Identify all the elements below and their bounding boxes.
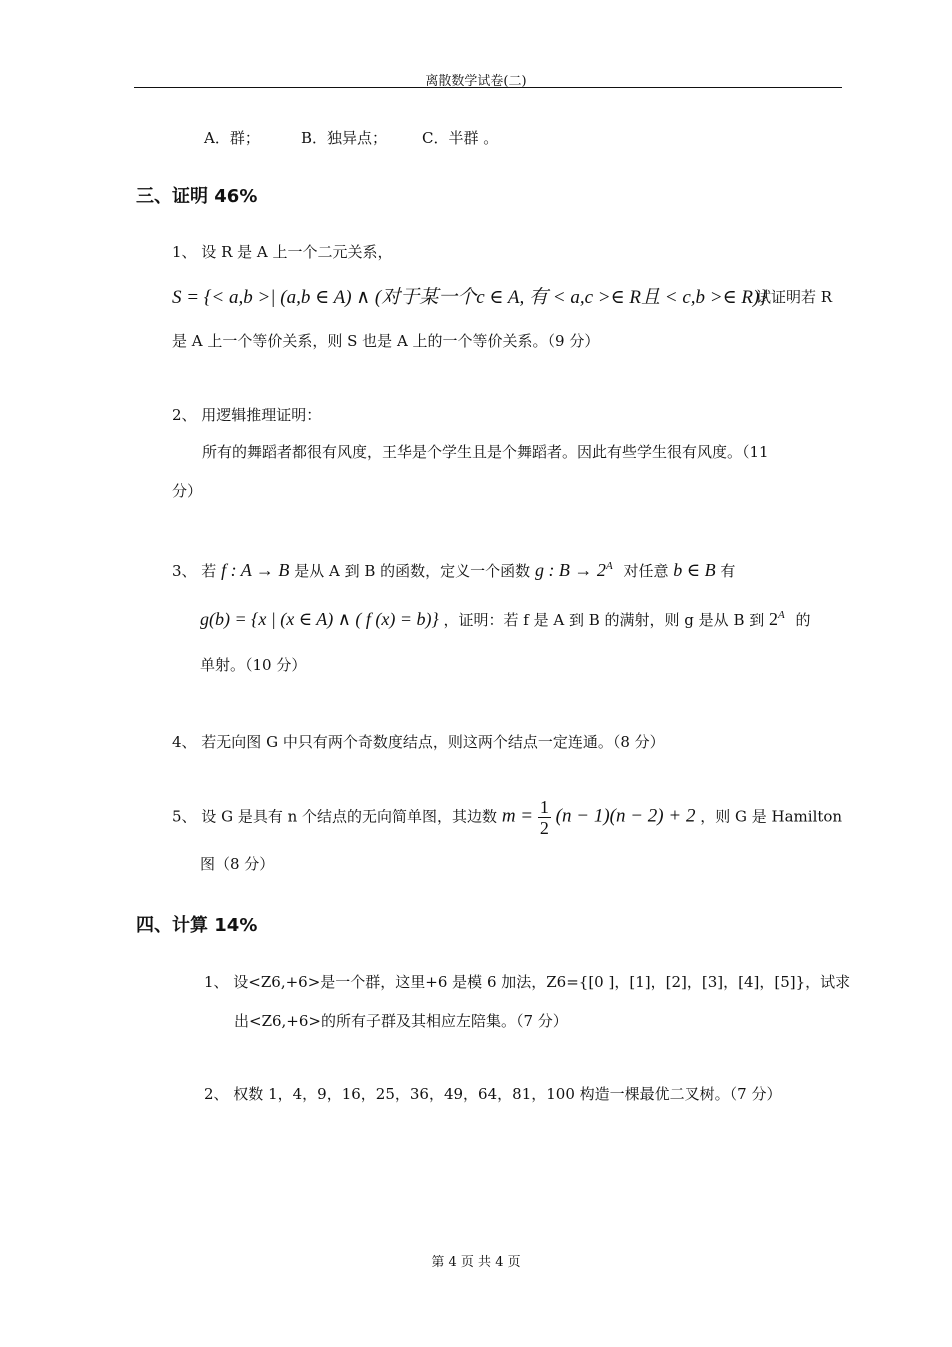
choice-b: B．独异点； — [301, 129, 388, 147]
q3-3-p2: 是从 A 到 B 的函数，定义一个函数 — [294, 562, 531, 580]
q3-5-rest: (n − 1)(n − 2) + 2 — [555, 805, 696, 827]
q4-2-text: 2、 权数 1，4，9，16，25，36，49，64，81，100 构造一棵最优二叉树。（7 分） — [204, 1085, 782, 1103]
q4-1-line2: 出<Z6,+6>的所有子群及其相应左陪集。（7 分） — [234, 1012, 568, 1030]
q3-3-g-def: g(b) = {x | (x ∈ A) ∧ ( f (x) = b)} — [200, 609, 439, 629]
q3-4-text: 4、 若无向图 G 中只有两个奇数度结点，则这两个结点一定连通。（8 分） — [172, 733, 665, 751]
q3-3-b-in: b ∈ B — [673, 560, 716, 580]
q3-3-p4: 有 — [720, 562, 736, 580]
q3-3-two-a: $2^A$ — [769, 609, 785, 629]
q3-3-f-map: f : A → B — [221, 560, 290, 580]
q3-5-fraction: $\frac{1}{2}$ — [539, 797, 549, 838]
q3-3-p6: 的 — [795, 611, 811, 629]
q3-3-g-map: g : $B \to 2^A$ — [534, 560, 613, 580]
q3-3-p1: 3、 若 — [172, 562, 217, 580]
q3-5-line1 — [172, 797, 842, 838]
section-4-heading: 四、计算 14% — [136, 915, 258, 936]
q3-5-p2: ，则 G 是 Hamilton — [700, 807, 843, 826]
q3-3-line1 — [172, 560, 735, 581]
q3-5-line2: 图（8 分） — [200, 855, 275, 873]
q4-1-line1: 1、 设<Z6,+6>是一个群，这里+6 是模 6 加法，Z6={[0 ]，[1]，[2]，[3]，[4]，[5]}，试求 — [204, 973, 851, 991]
page-header-title: 离散数学试卷(二) — [425, 74, 527, 89]
q3-3-p3: 对任意 — [623, 562, 669, 580]
choice-c: C．半群 。 — [422, 129, 499, 147]
q3-3-line2 — [200, 609, 811, 630]
q3-1-line1: 1、 设 R 是 A 上一个二元关系， — [172, 243, 393, 261]
q3-3-line3: 单射。（10 分） — [200, 656, 307, 674]
q3-2-line3: 分） — [172, 482, 203, 500]
choice-a: A．群； — [204, 129, 260, 147]
q3-5-m-eq: m = — [501, 805, 534, 827]
q3-1-tail: 试证明若 R — [756, 288, 833, 306]
q3-3-p5: ，证明：若 f 是 A 到 B 的满射，则 g 是从 B 到 — [443, 611, 765, 629]
q3-1-line3: 是 A 上一个等价关系，则 S 也是 A 上的一个等价关系。（9 分） — [172, 332, 600, 350]
section-3-heading: 三、证明 46% — [136, 186, 258, 207]
page-footer: 第 4 页 共 4 页 — [431, 1255, 521, 1270]
q3-2-line2: 所有的舞蹈者都很有风度，王华是个学生且是个舞蹈者。因此有些学生很有风度。（11 — [202, 443, 769, 461]
q3-5-p1: 5、 设 G 是具有 n 个结点的无向简单图，其边数 — [172, 807, 498, 826]
q3-2-line1: 2、 用逻辑推理证明： — [172, 406, 322, 424]
header-rule — [134, 87, 842, 88]
q3-1-formula: S = {< a,b >| (a,b ∈ A) ∧ (对于某一个c ∈ A, 有 < a,c >∈ R且 < c,b >∈ R)} — [172, 287, 767, 308]
